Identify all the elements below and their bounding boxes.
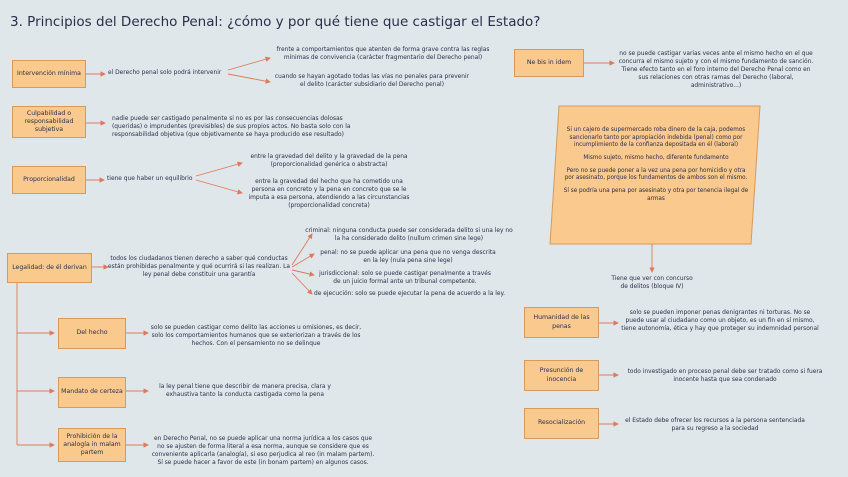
arrow [196, 163, 242, 176]
analogia-text: en Derecho Penal, no se puede aplicar una norma jurídica a los casos que no se ajusten de forma literal a esa norma, aunque se considere que es conveniente aplicarla (analogía), si eso perjudica al reo (in malam partem). Sí se puede hacer a favor de este (in bonam partem) en algunos casos. [151, 436, 375, 466]
arrow [292, 273, 312, 294]
legalidad-penal-text: penal: no se puede aplicar una pena que no venga descrita en la ley (nula pena sine lege) [320, 250, 496, 264]
legalidad-criminal-text: criminal: ninguna conducta puede ser considerada delito si una ley no la ha considerado delito (nullum crimen sine lege) [305, 228, 513, 242]
example-p2: Mismo sujeto, mismo hecho, diferente fundamento [583, 155, 729, 162]
proporcionalidad-abstracta-text: entre la gravedad del delito y la gravedad de la pena (proporcionalidad genérica o abstracta) [250, 154, 408, 168]
del-hecho-box: Del hecho [58, 318, 126, 349]
proporcionalidad-box: Proporcionalidad [12, 166, 86, 194]
culpabilidad-text: nadie puede ser castigado penalmente si no es por las consecuencias dolosas (queridas) o imprudentes (previsibles) de sus propios actos. No basta solo con la responsabilidad objetiva (que objetivamente se haya producido ese resultado) [112, 116, 351, 138]
arrow [292, 270, 314, 275]
legalidad-ejecucion-text: de ejecución: solo se puede ejecutar la pena de acuerdo a la ley. [314, 291, 505, 297]
humanidad-box: Humanidad de las penas [524, 307, 599, 338]
concurso-note: Tiene que ver con concurso de delitos (bloque IV) [611, 276, 693, 290]
proporcionalidad-main-text: tiene que haber un equilibrio [107, 176, 193, 182]
resocializacion-text: el Estado debe ofrecer los recursos a la persona sentenciada para su regreso a la sociedad [625, 418, 805, 432]
arrow [228, 74, 270, 82]
intervencion-fragmentario-text: frente a comportamientos que atenten de forma grave contra las reglas mínimas de convivencia (carácter fragmentario del Derecho penal) [276, 47, 490, 61]
intervencion-minima-box: Intervención mínima [12, 60, 86, 88]
intervencion-main-text: el Derecho penal solo podrá intervenir [108, 70, 222, 76]
page-title: 3. Principios del Derecho Penal: ¿cómo y por qué tiene que castigar el Estado? [10, 14, 541, 30]
legalidad-main-text: todos los ciudadanos tienen derecho a saber qué conductas están prohibidas penalmente y qué ocurrirá si las realizan. La ley penal debe constituir una garantía [108, 256, 290, 278]
arrow [228, 58, 270, 70]
presuncion-box: Presunción de inocencia [524, 360, 599, 391]
del-hecho-text: solo se pueden castigar como delito las acciones u omisiones, es decir, solo los comportamientos humanos que se exteriorizan a través de los hechos. Con el pensamiento no se delinque [150, 325, 362, 347]
example-p1: Si un cajero de supermercado roba dinero de la caja, podemos sancionarlo tanto por apropiación indebida (penal) como por incumplimiento de la confianza depositada en él (laboral) [566, 127, 746, 149]
culpabilidad-box: Culpabilidad o responsabilidad subjetiva [12, 106, 86, 138]
humanidad-text: solo se pueden imponer penas denigrantes ni torturas. No se puede usar al ciudadano como un objeto, es un fin en sí mismo, tiene autonomía, ética y hay que proteger su indemnidad personal [621, 310, 819, 332]
legalidad-jurisdiccional-text: jurisdiccional: solo se puede castigar penalmente a través de un juicio formal ante un tribunal competente. [319, 271, 491, 285]
proporcionalidad-concreta-text: entre la gravedad del hecho que ha cometido una persona en concreto y la pena en concreto que se le imputa a esa persona, atendiendo a las circunstancias (proporcionalidad concreta) [248, 179, 410, 209]
mandato-certeza-text: la ley penal tiene que describir de manera precisa, clara y exhaustiva tanto la conducta castigada como la pena [159, 384, 331, 398]
arrow [196, 180, 242, 193]
mandato-certeza-box: Mandato de certeza [58, 377, 126, 408]
legalidad-box: Legalidad: de él derivan [7, 253, 92, 283]
example-note [549, 105, 761, 245]
analogia-box: Prohibición de la analogía in malam partem [58, 428, 126, 462]
presuncion-text: todo investigado en proceso penal debe ser tratado como si fuera inocente hasta que sea condenado [627, 369, 823, 383]
intervencion-subsidiario-text: cuando se hayan agotado todas las vías no penales para prevenir el delito (carácter subsidiario del Derecho penal) [274, 74, 470, 88]
example-p4: Sí se podría una pena por asesinato y otra por tenencia ilegal de armas [563, 188, 749, 202]
ne-bis-in-idem-text: no se puede castigar varias veces ante el mismo hecho en el que concurra el mismo sujeto y con el mismo fundamento de sanción. Tiene efecto tanto en el foro interno del Derecho Penal como en sus relaciones con otras ramas del Derecho (laboral, administrativo...) [618, 51, 814, 89]
ne-bis-in-idem-box: Ne bis in idem [514, 49, 584, 77]
example-note-text [563, 127, 749, 209]
resocializacion-box: Resocialización [524, 408, 599, 439]
example-p3: Pero no se puede poner a la vez una pena por homicidio y otra por asesinato, porque los fundamentos de ambos son el mismo. [564, 167, 748, 182]
